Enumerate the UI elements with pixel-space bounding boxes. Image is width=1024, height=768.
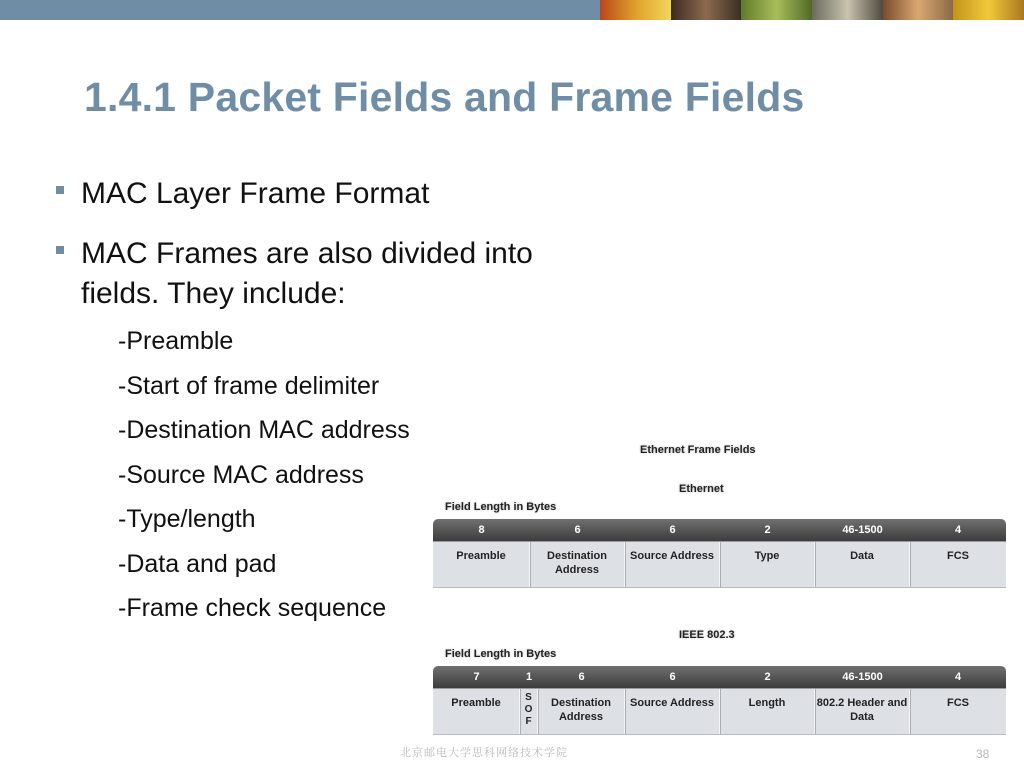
ethernet-length-caption: Field Length in Bytes: [445, 501, 557, 513]
field-cell: Preamble: [433, 542, 530, 587]
length-cell: 6: [669, 671, 676, 683]
square-bullet-icon: [56, 186, 64, 194]
field-list-item: -Data and pad: [118, 549, 277, 578]
ethernet-frame: [433, 519, 1006, 588]
field-cell: Data: [815, 542, 910, 587]
bullet-item: [56, 174, 429, 214]
length-cell: 6: [578, 671, 585, 683]
slide-title: 1.4.1 Packet Fields and Frame Fields: [84, 74, 805, 120]
ethernet-lengths-row: [433, 519, 1006, 541]
footer-text: 北京邮电大学思科网络技术学院: [400, 746, 568, 759]
bullet-text: MAC Layer Frame Format: [81, 177, 430, 210]
bullet-text: MAC Frames are also divided into fields. They include:: [81, 237, 533, 310]
length-cell: 4: [954, 671, 962, 683]
banner-photo-strip: [600, 0, 1024, 20]
field-cell: Source Address: [625, 542, 720, 587]
length-cell: 1: [525, 671, 533, 683]
field-cell: 802.2 Header and Data: [815, 689, 910, 734]
page-number: 38: [976, 747, 990, 761]
length-cell: 2: [764, 671, 771, 683]
length-cell: 6: [574, 524, 581, 536]
ieee-lengths-row: [433, 666, 1006, 688]
field-list-item: -Destination MAC address: [118, 416, 410, 444]
field-cell: Destination Address: [530, 542, 625, 587]
ieee-length-caption: Field Length in Bytes: [445, 648, 557, 660]
ieee-fields-row: [433, 688, 1006, 735]
ethernet-label: Ethernet: [679, 483, 724, 495]
field-cell: Length: [720, 689, 815, 734]
field-list-item: -Preamble: [118, 327, 234, 355]
field-cell: FCS: [947, 697, 969, 709]
field-list-item: -Source MAC address: [118, 460, 364, 489]
field-cell: Source Address: [625, 689, 720, 734]
length-cell: 2: [764, 524, 771, 536]
length-cell: 46-1500: [842, 524, 883, 536]
field-cell: Type: [720, 542, 815, 587]
ethernet-fields-row: [433, 541, 1006, 588]
length-cell: 46-1500: [842, 671, 883, 683]
ieee-label: IEEE 802.3: [679, 629, 735, 641]
field-list-item: -Frame check sequence: [118, 594, 387, 622]
diagram-heading: Ethernet Frame Fields: [640, 444, 756, 456]
field-cell: Preamble: [433, 689, 520, 734]
length-cell: 8: [478, 524, 485, 536]
field-cell: Destination Address: [538, 689, 625, 734]
bullet-item: [56, 234, 616, 314]
square-bullet-icon: [56, 246, 64, 254]
ieee-frame: [433, 666, 1006, 735]
length-cell: 4: [954, 524, 962, 536]
length-cell: 6: [669, 524, 676, 536]
field-list: [118, 324, 410, 636]
field-cell: FCS: [947, 550, 969, 562]
field-list-item: -Type/length: [118, 505, 256, 533]
field-cell-sof: S O F: [520, 689, 538, 734]
field-list-item: -Start of frame delimiter: [118, 371, 380, 400]
length-cell: 7: [473, 671, 480, 683]
